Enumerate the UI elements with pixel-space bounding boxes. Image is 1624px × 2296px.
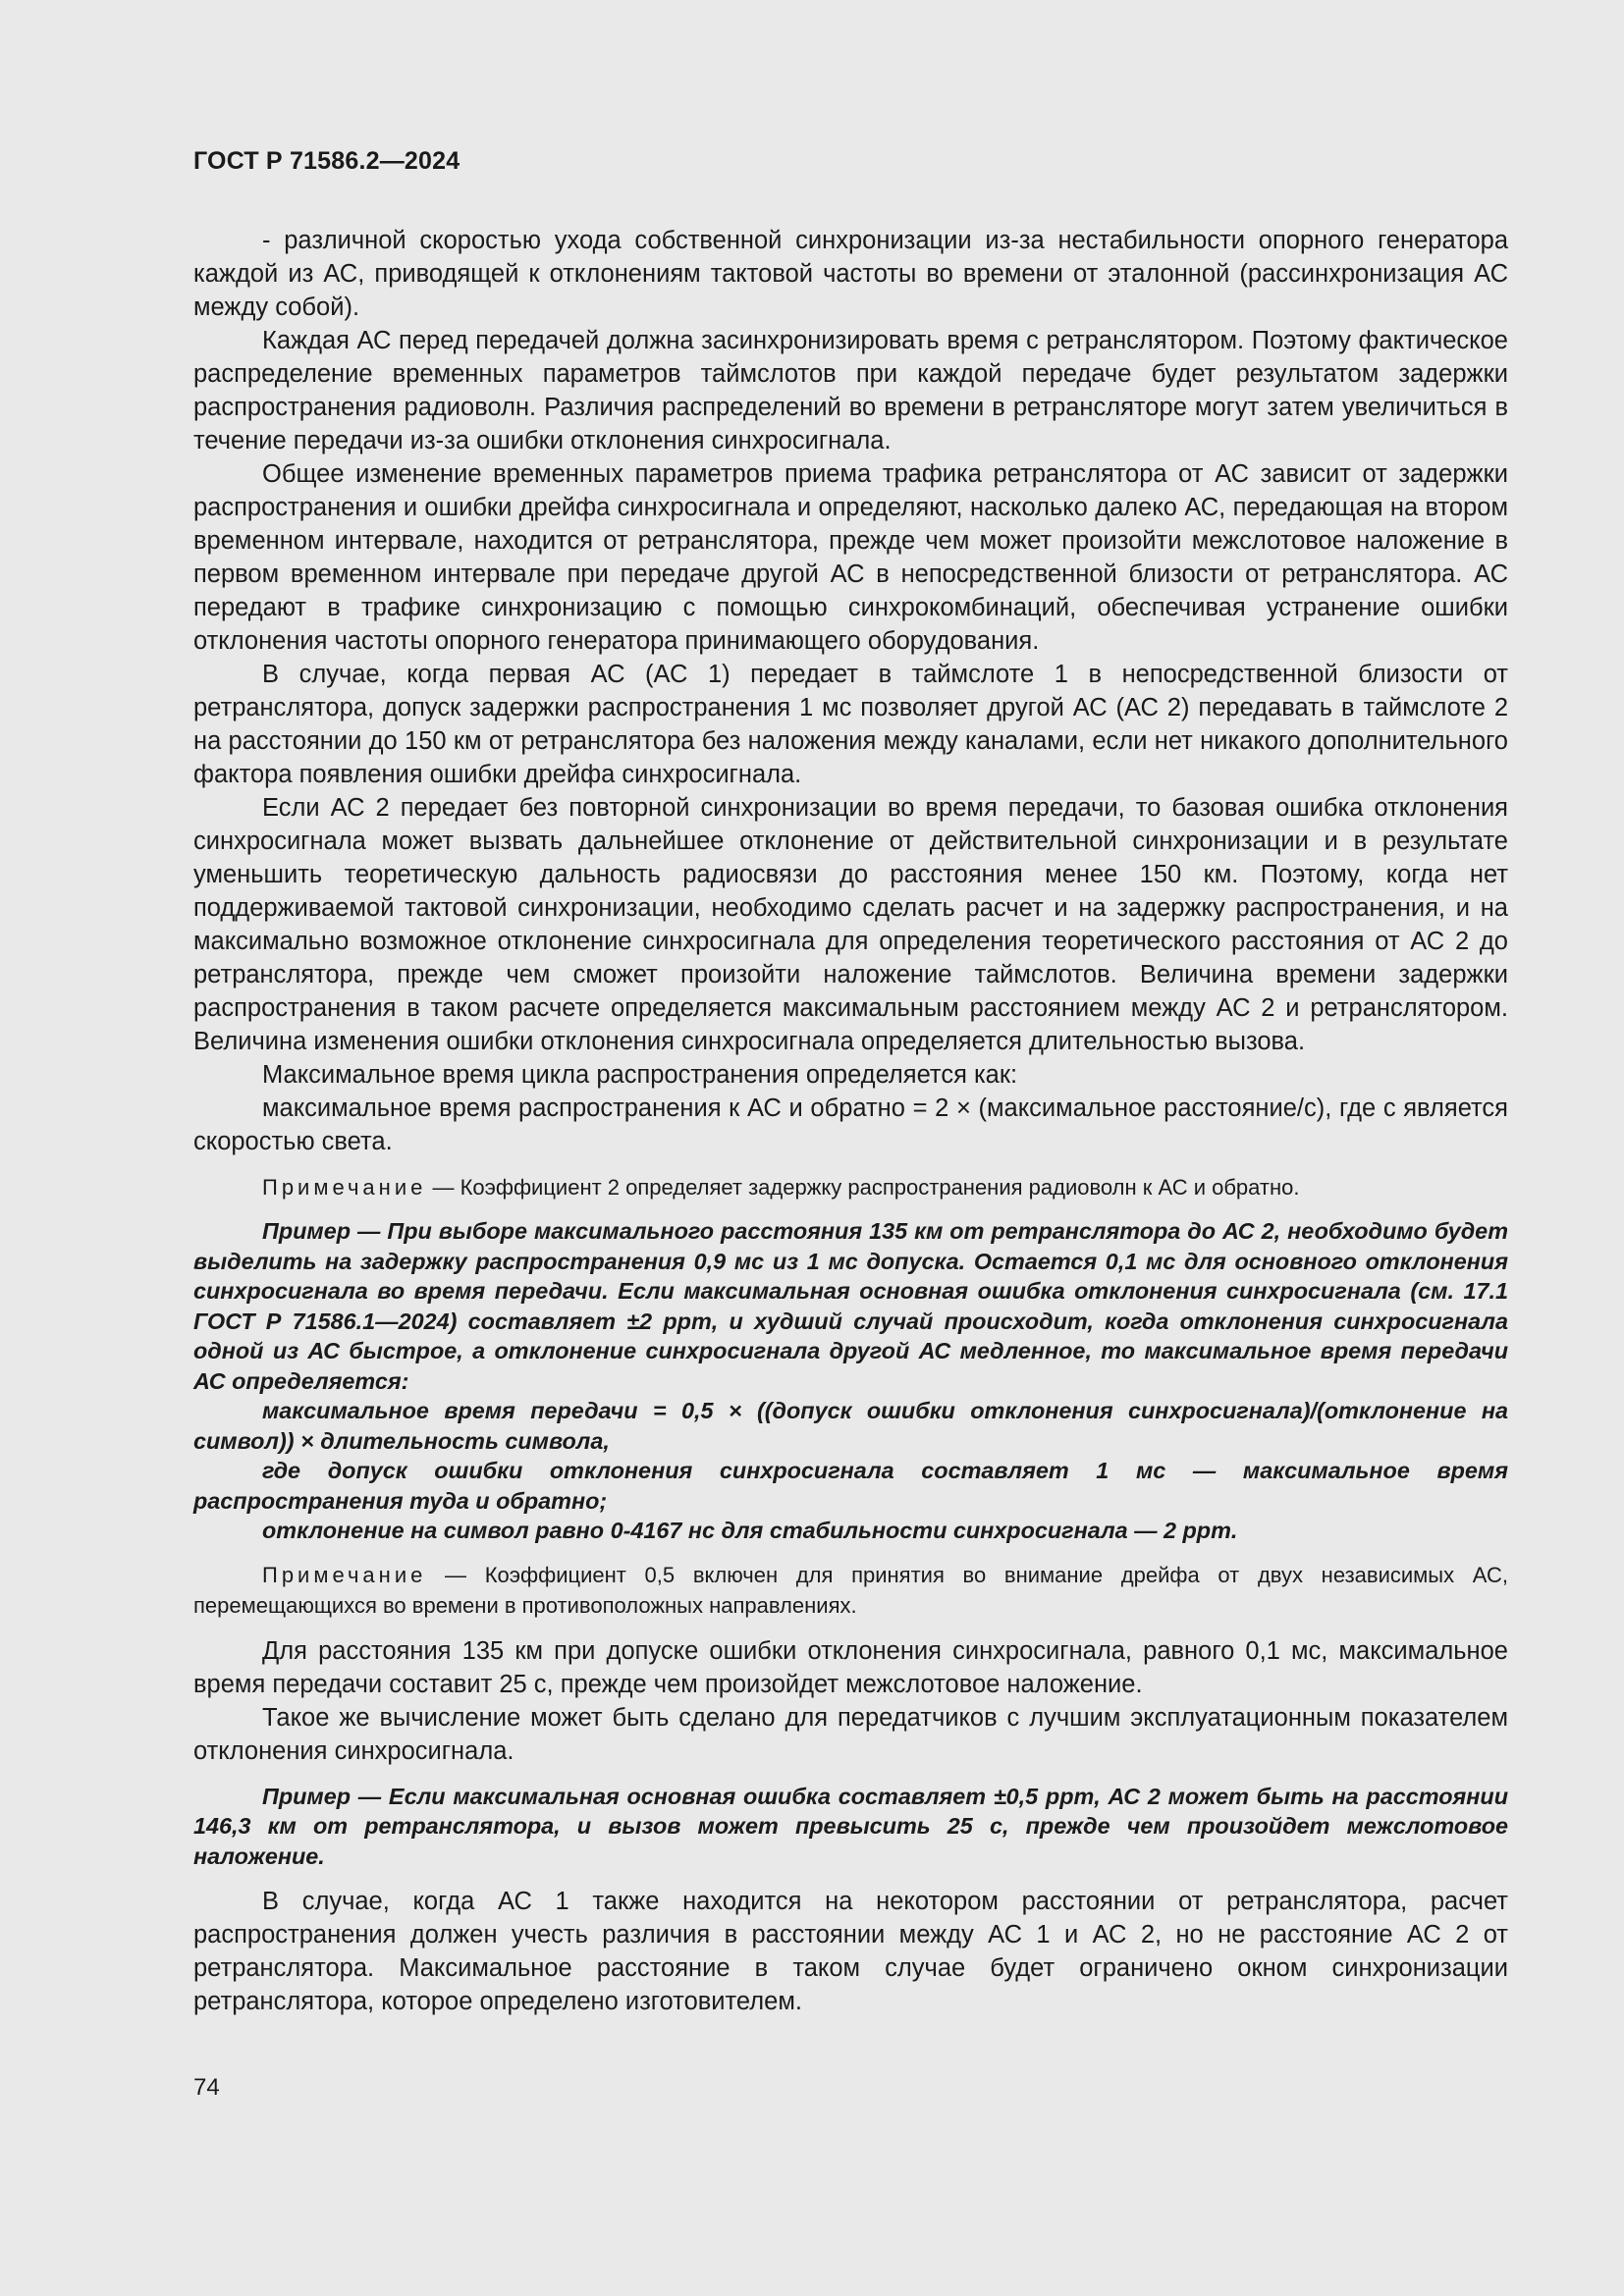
note [193,1172,1508,1202]
paragraph: В случае, когда первая АС (АС 1) передает в таймслоте 1 в непосредственной близости от ретранслятора, допуск задержки распространения 1 мс позволяет другой АС (АС 2) передавать в таймслоте 2 на расстоянии до 150 км от ретранслятора без наложения между каналами, если нет никакого дополнительного фактора появления ошибки дрейфа синхросигнала. [193,661,1508,788]
example-paragraph: где допуск ошибки отклонения синхросигнала составляет 1 мс — максимальное время распространения туда и обратно; [193,1458,1508,1514]
example-formula: максимальное время передачи = 0,5 × ((допуск ошибки отклонения синхросигнала)/(отклонение на символ)) × длительность символа, [193,1398,1508,1454]
paragraph: Общее изменение временных параметров приема трафика ретранслятора от АС зависит от задержки распространения и ошибки дрейфа синхросигнала и определяют, насколько далеко АС, передающая на втором временном интервале, находится от ретранслятора, прежде чем может произойти межслотовое наложение в первом временном интервале при передаче другой АС в непосредственной близости от ретранслятора. АС передают в трафике синхронизацию с помощью синхрокомбинаций, обеспечивая устранение ошибки отклонения частоты опорного генератора принимающего оборудования. [193,460,1508,655]
note [193,1560,1508,1621]
paragraph: Каждая АС перед передачей должна засинхронизировать время с ретранслятором. Поэтому фактическое распределение временных параметров таймслотов при каждой передаче будет результатом задержки распространения радиоволн. Различия распределений во времени в ретрансляторе могут затем увеличиться в течение передачи из-за ошибки отклонения синхросигнала. [193,327,1508,454]
paragraph: Если АС 2 передает без повторной синхронизации во время передачи, то базовая ошибка отклонения синхросигнала может вызвать дальнейшее отклонение от действительной синхронизации и в результате уменьшить теоретическую дальность радиосвязи до расстояния менее 150 км. Поэтому, когда нет поддерживаемой тактовой синхронизации, необходимо сделать расчет и на задержку распространения, и на максимально возможное отклонение синхросигнала для определения теоретического расстояния от АС 2 до ретранслятора, прежде чем сможет произойти наложение таймслотов. Величина времени задержки распространения в таком расчете определяется максимальным расстоянием между АС 2 и ретранслятором. Величина изменения ошибки отклонения синхросигнала определяется длительностью вызова. [193,794,1508,1055]
paragraph: Такое же вычисление может быть сделано для передатчиков с лучшим эксплуатационным показателем отклонения синхросигнала. [193,1703,1508,1765]
note-text: — Коэффициент 2 определяет задержку распространения радиоволн к АС и обратно. [426,1175,1300,1200]
paragraph: В случае, когда АС 1 также находится на некотором расстоянии от ретранслятора, расчет распространения должен учесть различия в расстоянии между АС 1 и АС 2, но не расстояние АС 2 от ретранслятора. Максимальное расстояние в таком случае будет ограничено окном синхронизации ретранслятора, которое определено изготовителем. [193,1888,1508,2015]
note-label: Примечание [262,1175,427,1200]
example-paragraph: Пример — При выборе максимального расстояния 135 км от ретранслятора до АС 2, необходимо будет выделить на задержку распространения 0,9 мс из 1 мс допуска. Остается 0,1 мс для основного отклонения синхросигнала во время передачи. Если максимальная основная ошибка отклонения синхросигнала (см. 17.1 ГОСТ Р 71586.1—2024) составляет ±2 ppm, и худший случай происходит, когда отклонения синхросигнала одной из АС быстрое, а отклонение синхросигнала другой АС медленное, то максимальное время передачи АС определяется: [193,1218,1508,1394]
formula-paragraph: максимальное время распространения к АС и обратно = 2 × (максимальное расстояние/с), где с является скоростью света. [193,1095,1508,1155]
page-body [193,224,1508,2018]
paragraph: Для расстояния 135 км при допуске ошибки отклонения синхросигнала, равного 0,1 мс, максимальное время передачи составит 25 с, прежде чем произойдет межслотовое наложение. [193,1636,1508,1698]
list-item: - различной скоростью ухода собственной синхронизации из-за нестабильности опорного генератора каждой из АС, приводящей к отклонениям тактовой частоты во времени от эталонной (рассинхронизация АС между собой). [193,227,1508,321]
document-header: ГОСТ Р 71586.2—2024 [193,147,460,175]
note-text: — Коэффициент 0,5 включен для принятия во внимание дрейфа от двух независимых АС, перемещающихся во времени в противоположных направлениях. [193,1562,1508,1618]
page-number: 74 [193,2074,220,2101]
paragraph: Максимальное время цикла распространения определяется как: [262,1061,1018,1089]
note-label: Примечание [262,1562,427,1587]
example-paragraph: Пример — Если максимальная основная ошибка составляет ±0,5 ppm, АС 2 может быть на расстоянии 146,3 км от ретранслятора, и вызов может превысить 25 с, прежде чем произойдет межслотовое наложение. [193,1783,1508,1869]
example-paragraph: отклонение на символ равно 0-4167 нс для стабильности синхросигнала — 2 ppm. [262,1518,1238,1543]
